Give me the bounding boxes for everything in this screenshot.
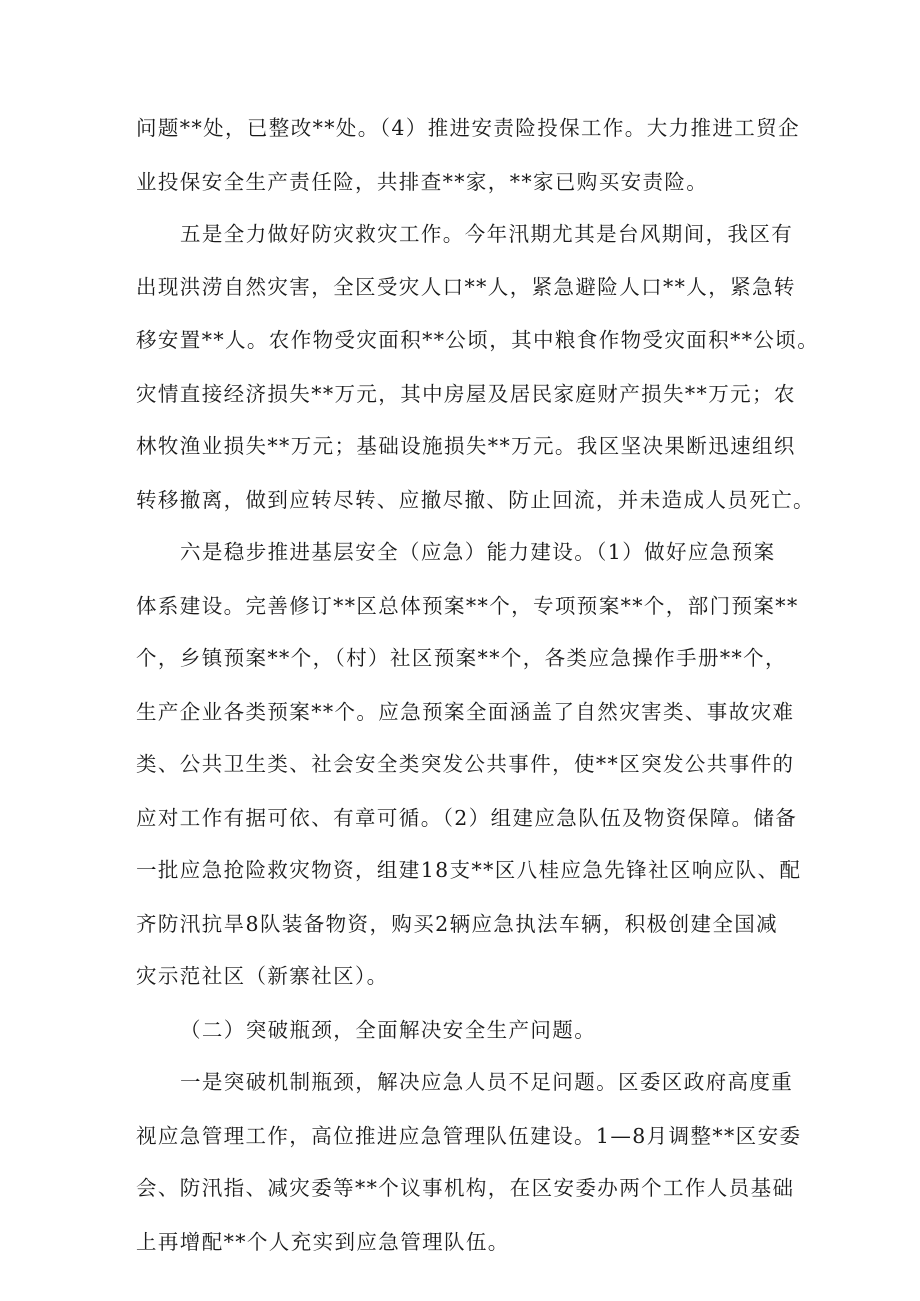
- text-line: 转移撤离，做到应转尽转、应撤尽撤、防止回流，并未造成人员死亡。: [136, 488, 815, 512]
- text-line: 视应急管理工作，高位推进应急管理队伍建设。1—8月调整**区安委: [136, 1124, 802, 1148]
- text-line: 齐防汛抗旱8队装备物资，购买2辆应急执法车辆，积极创建全国减: [136, 912, 779, 936]
- paragraph-start-line: 五是全力做好防灾救灾工作。今年汛期尤其是台风期间，我区有: [180, 222, 794, 246]
- text-line: 生产企业各类预案**个。应急预案全面涵盖了自然灾害类、事故灾难: [136, 700, 795, 724]
- section-heading: （二）突破瓶颈，全面解决安全生产问题。: [180, 1018, 597, 1042]
- text-line: 会、防汛指、减灾委等**个议事机构，在区安委办两个工作人员基础: [136, 1176, 795, 1200]
- paragraph-start-line: 六是稳步推进基层安全（应急）能力建设。（1）做好应急预案: [180, 540, 776, 564]
- text-line: 林牧渔业损失**万元；基础设施损失**万元。我区坚决果断迅速组织: [136, 434, 796, 458]
- text-line: 个，乡镇预案**个，（村）社区预案**个，各类应急操作手册**个，: [136, 646, 787, 670]
- text-line: 一批应急抢险救灾物资，组建18支**区八桂应急先锋社区响应队、配: [136, 858, 802, 882]
- text-line: 问题**处，已整改**处。（4）推进安责险投保工作。大力推进工贸企: [136, 116, 800, 140]
- text-line: 类、公共卫生类、社会安全类突发公共事件，使**区突发公共事件的: [136, 752, 795, 776]
- text-line: 业投保安全生产责任险，共排查**家，**家已购买安责险。: [136, 170, 709, 194]
- text-line: 体系建设。完善修订**区总体预案**个，专项预案**个，部门预案**: [136, 594, 799, 618]
- text-line: 上再增配**个人充实到应急管理队伍。: [136, 1230, 510, 1254]
- paragraph-start-line: 一是突破机制瓶颈，解决应急人员不足问题。区委区政府高度重: [180, 1070, 794, 1094]
- text-line: 出现洪涝自然灾害，全区受灾人口**人，紧急避险人口**人，紧急转: [136, 275, 796, 299]
- text-line: 移安置**人。农作物受灾面积**公顷，其中粮食作物受灾面积**公顷。: [136, 328, 820, 352]
- text-line: 灾示范社区（新寨社区）。: [136, 964, 389, 988]
- text-line: 灾情直接经济损失**万元，其中房屋及居民家庭财产损失**万元；农: [136, 382, 796, 406]
- text-line: 应对工作有据可依、有章可循。（2）组建应急队伍及物资保障。储备: [136, 806, 798, 830]
